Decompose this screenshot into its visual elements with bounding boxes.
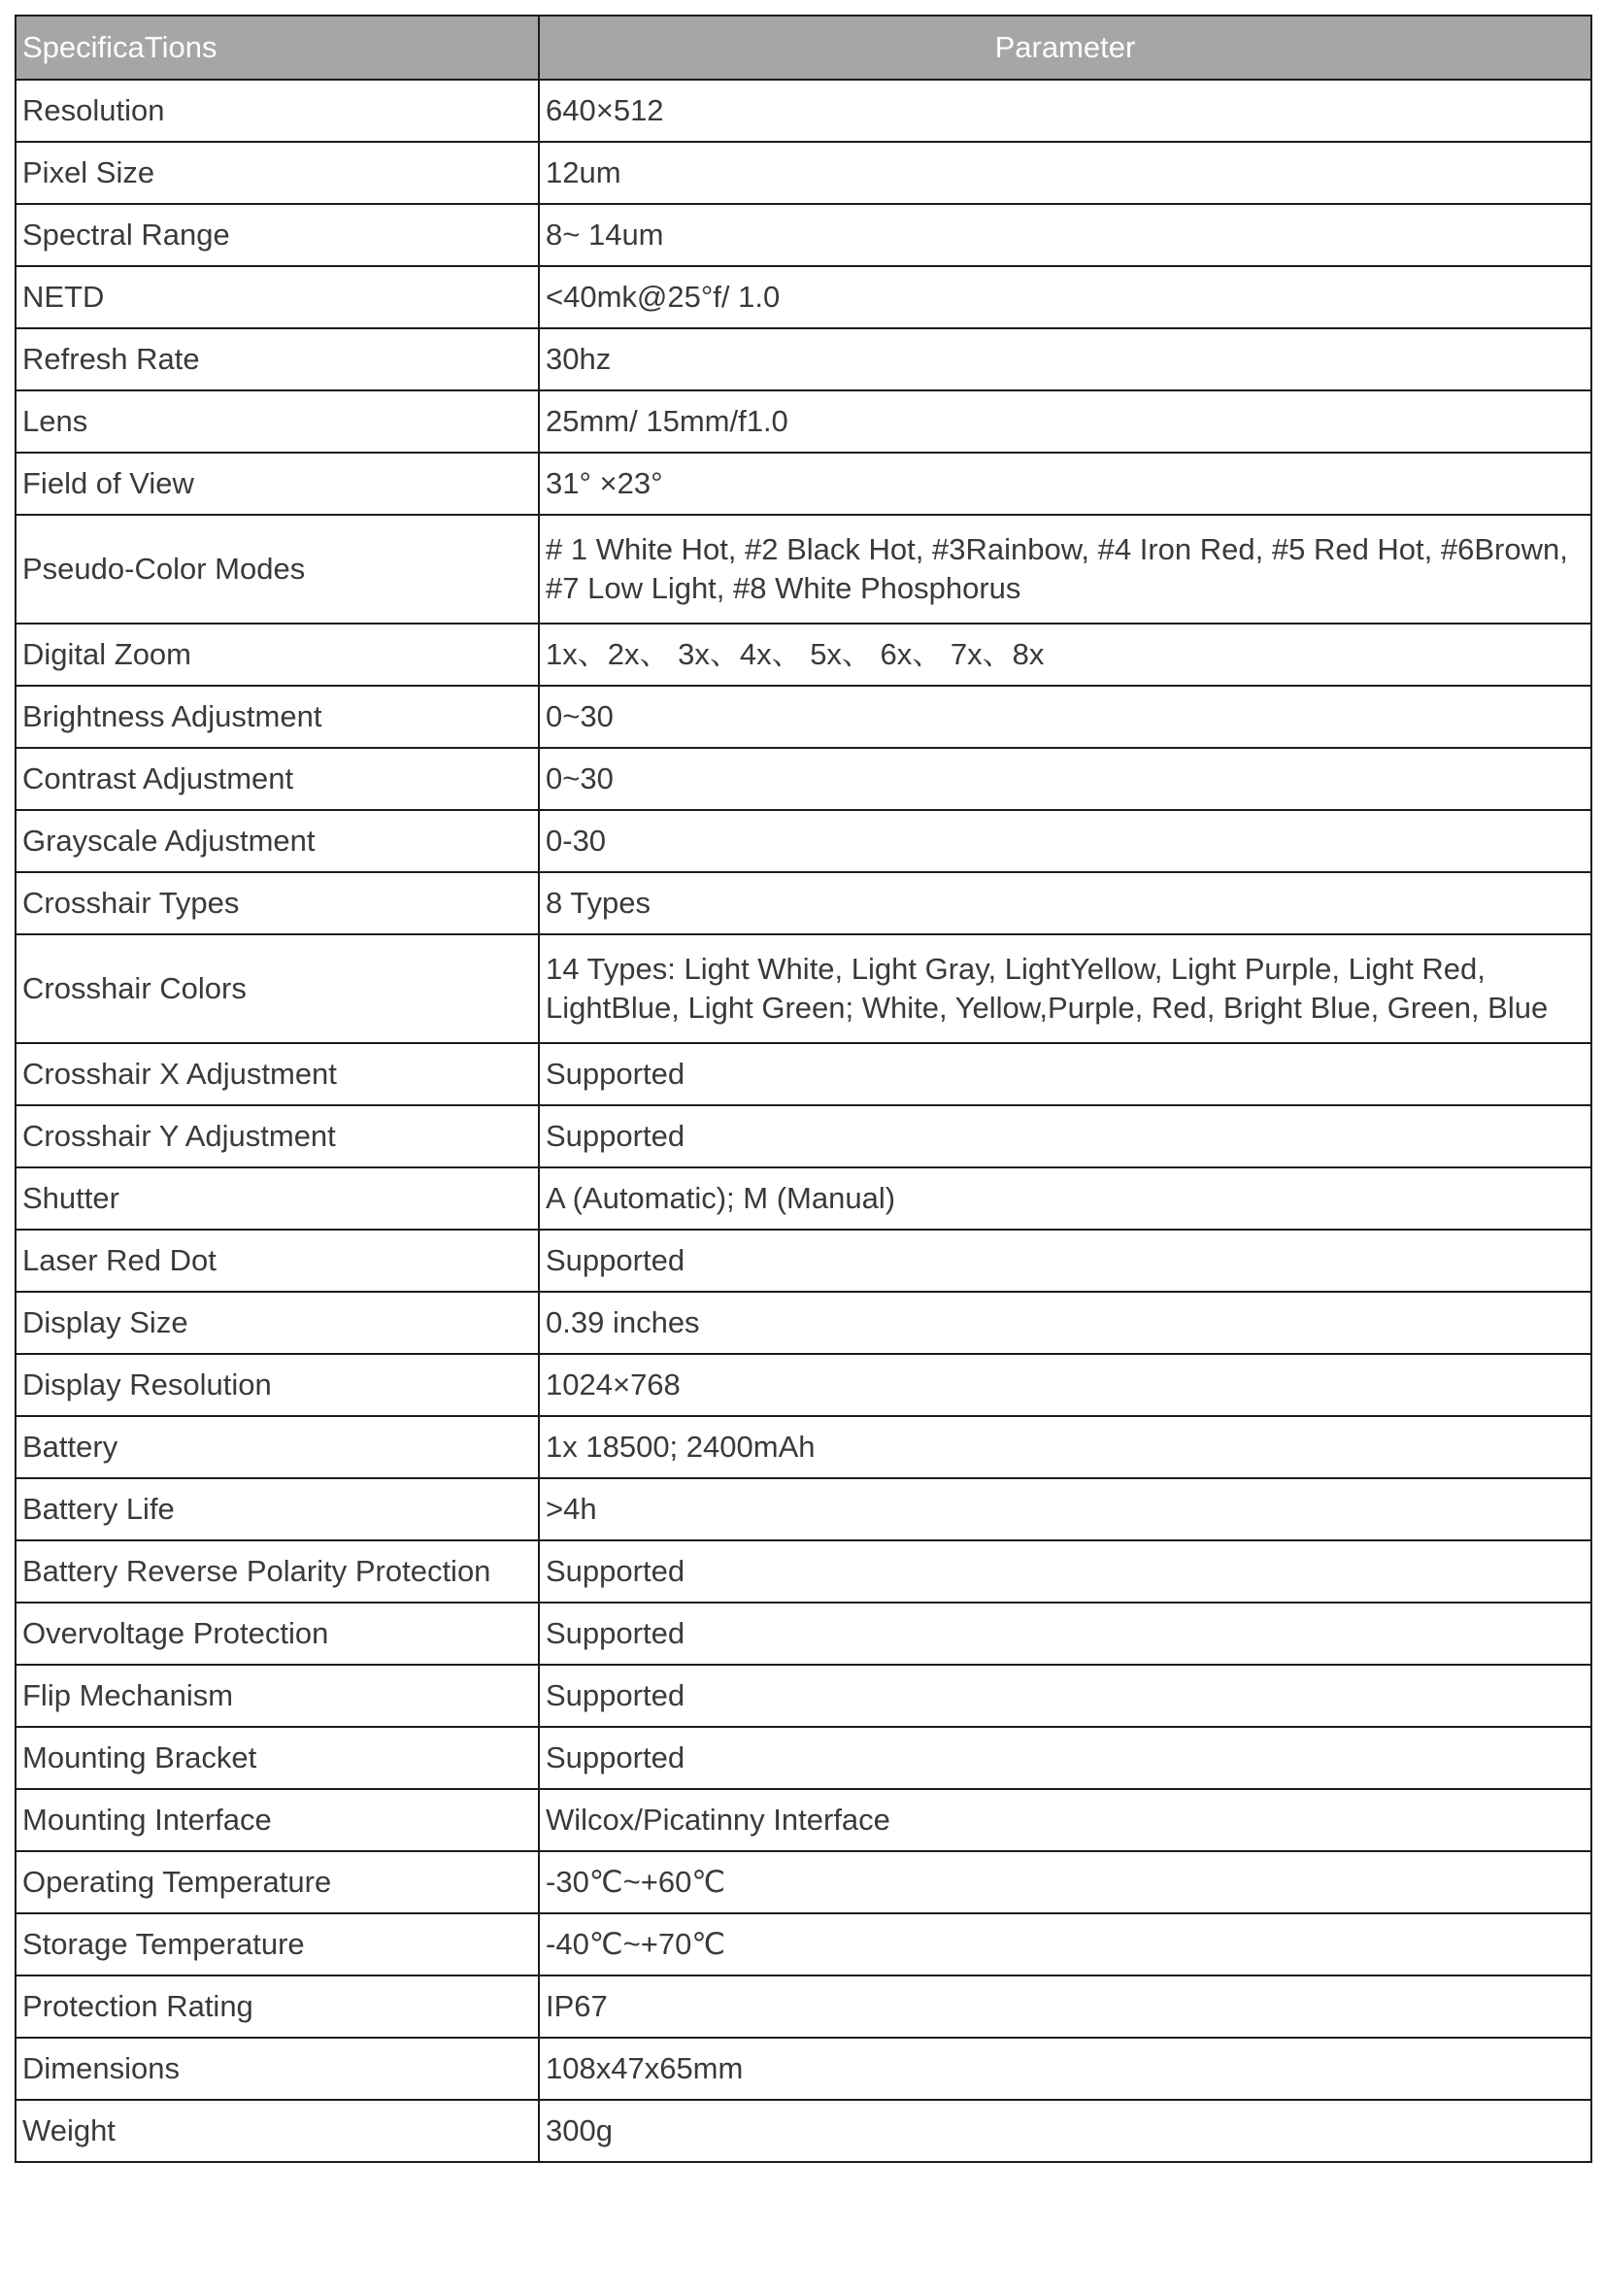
- table-row: [16, 1603, 1591, 1665]
- spec-value: 31° ×23°: [539, 453, 1591, 515]
- spec-value: A (Automatic); M (Manual): [539, 1167, 1591, 1230]
- spec-value: Supported: [539, 1603, 1591, 1665]
- spec-name: Storage Temperature: [16, 1913, 539, 1975]
- spec-name: Display Resolution: [16, 1354, 539, 1416]
- table-row: [16, 80, 1591, 142]
- table-row: [16, 390, 1591, 453]
- table-row: [16, 1167, 1591, 1230]
- table-row: [16, 810, 1591, 872]
- spec-name: Laser Red Dot: [16, 1230, 539, 1292]
- spec-value: >4h: [539, 1478, 1591, 1540]
- spec-name: Battery Reverse Polarity Protection: [16, 1540, 539, 1603]
- spec-value: 25mm/ 15mm/f1.0: [539, 390, 1591, 453]
- table-row: [16, 1043, 1591, 1105]
- table-row: [16, 1913, 1591, 1975]
- header-specifications: SpecificaTions: [16, 16, 539, 80]
- spec-name: Shutter: [16, 1167, 539, 1230]
- table-row: [16, 2038, 1591, 2100]
- table-row: [16, 453, 1591, 515]
- table-row: [16, 1727, 1591, 1789]
- spec-value: 1x 18500; 2400mAh: [539, 1416, 1591, 1478]
- spec-name: Grayscale Adjustment: [16, 810, 539, 872]
- spec-value: 640×512: [539, 80, 1591, 142]
- spec-value: IP67: [539, 1975, 1591, 2038]
- spec-value: Supported: [539, 1043, 1591, 1105]
- table-row: [16, 142, 1591, 204]
- spec-value: Wilcox/Picatinny Interface: [539, 1789, 1591, 1851]
- table-row: [16, 2100, 1591, 2162]
- spec-name: Battery: [16, 1416, 539, 1478]
- spec-name: Dimensions: [16, 2038, 539, 2100]
- spec-name: Crosshair X Adjustment: [16, 1043, 539, 1105]
- spec-value: Supported: [539, 1727, 1591, 1789]
- spec-value: 14 Types: Light White, Light Gray, LightYellow, Light Purple, Light Red, LightBlue, Light Green; White, Yellow,Purple, Red, Bright Blue, Green, Blue: [539, 934, 1591, 1043]
- spec-name: Brightness Adjustment: [16, 686, 539, 748]
- spec-value: Supported: [539, 1230, 1591, 1292]
- spec-name: Lens: [16, 390, 539, 453]
- spec-name: Mounting Interface: [16, 1789, 539, 1851]
- spec-value: <40mk@25°f/ 1.0: [539, 266, 1591, 328]
- spec-value: 1024×768: [539, 1354, 1591, 1416]
- spec-name: Spectral Range: [16, 204, 539, 266]
- spec-name: Flip Mechanism: [16, 1665, 539, 1727]
- spec-value: 8~ 14um: [539, 204, 1591, 266]
- header-row: [16, 16, 1591, 80]
- spec-name: NETD: [16, 266, 539, 328]
- header-parameter: Parameter: [539, 16, 1591, 80]
- spec-name: Operating Temperature: [16, 1851, 539, 1913]
- spec-value: 30hz: [539, 328, 1591, 390]
- table-row: [16, 1105, 1591, 1167]
- table-row: [16, 328, 1591, 390]
- table-row: [16, 515, 1591, 624]
- spec-value: 8 Types: [539, 872, 1591, 934]
- spec-value: 300g: [539, 2100, 1591, 2162]
- table-row: [16, 1416, 1591, 1478]
- spec-name: Overvoltage Protection: [16, 1603, 539, 1665]
- spec-name: Resolution: [16, 80, 539, 142]
- spec-value: Supported: [539, 1540, 1591, 1603]
- spec-value: 0~30: [539, 686, 1591, 748]
- spec-name: Digital Zoom: [16, 624, 539, 686]
- spec-value: 108x47x65mm: [539, 2038, 1591, 2100]
- spec-name: Pixel Size: [16, 142, 539, 204]
- table-row: [16, 204, 1591, 266]
- table-row: [16, 1665, 1591, 1727]
- spec-name: Refresh Rate: [16, 328, 539, 390]
- table-row: [16, 1975, 1591, 2038]
- spec-name: Field of View: [16, 453, 539, 515]
- table-row: [16, 686, 1591, 748]
- spec-name: Weight: [16, 2100, 539, 2162]
- spec-value: 1x、2x、 3x、4x、 5x、 6x、 7x、8x: [539, 624, 1591, 686]
- table-row: [16, 1540, 1591, 1603]
- spec-name: Display Size: [16, 1292, 539, 1354]
- spec-name: Pseudo-Color Modes: [16, 515, 539, 624]
- table-row: [16, 872, 1591, 934]
- table-row: [16, 1230, 1591, 1292]
- table-row: [16, 1478, 1591, 1540]
- specifications-table: [15, 15, 1592, 2163]
- table-row: [16, 266, 1591, 328]
- table-row: [16, 624, 1591, 686]
- spec-name: Crosshair Types: [16, 872, 539, 934]
- spec-name: Battery Life: [16, 1478, 539, 1540]
- spec-value: 0.39 inches: [539, 1292, 1591, 1354]
- spec-value: 0-30: [539, 810, 1591, 872]
- spec-value: Supported: [539, 1665, 1591, 1727]
- spec-value: 12um: [539, 142, 1591, 204]
- table-row: [16, 1851, 1591, 1913]
- table-row: [16, 934, 1591, 1043]
- spec-value: -40℃~+70℃: [539, 1913, 1591, 1975]
- spec-value: -30℃~+60℃: [539, 1851, 1591, 1913]
- spec-name: Crosshair Y Adjustment: [16, 1105, 539, 1167]
- spec-name: Crosshair Colors: [16, 934, 539, 1043]
- table-row: [16, 1789, 1591, 1851]
- spec-value: # 1 White Hot, #2 Black Hot, #3Rainbow, #4 Iron Red, #5 Red Hot, #6Brown, #7 Low Light, #8 White Phosphorus: [539, 515, 1591, 624]
- spec-value: Supported: [539, 1105, 1591, 1167]
- spec-value: 0~30: [539, 748, 1591, 810]
- table-row: [16, 1354, 1591, 1416]
- table-row: [16, 748, 1591, 810]
- spec-name: Contrast Adjustment: [16, 748, 539, 810]
- spec-name: Mounting Bracket: [16, 1727, 539, 1789]
- spec-name: Protection Rating: [16, 1975, 539, 2038]
- table-row: [16, 1292, 1591, 1354]
